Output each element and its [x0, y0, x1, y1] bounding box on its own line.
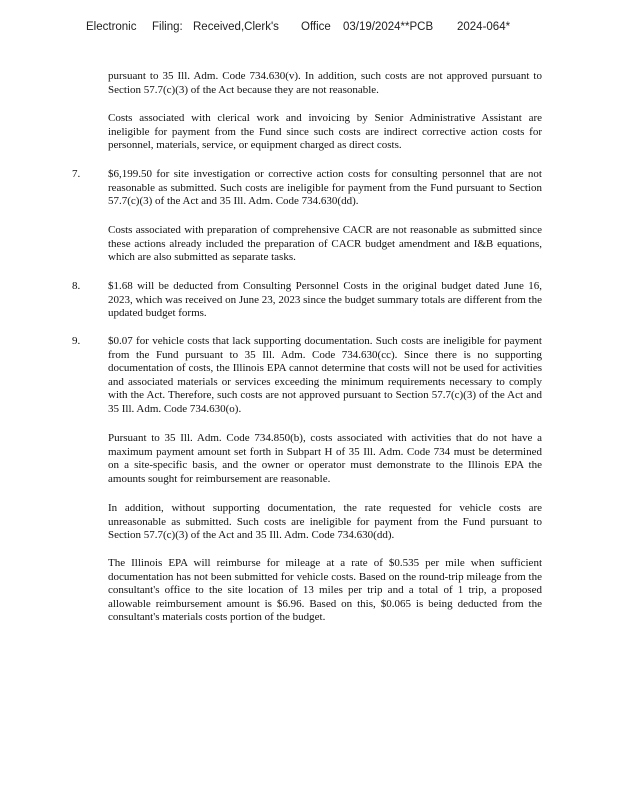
item-8-paragraph-1: $1.68 will be deducted from Consulting Personnel Costs in the original budget dated June 16, 2023, which was received on June 23, 2023 since the budget summary totals are different from the updated budget forms.: [108, 280, 542, 319]
header-filing: Filing:: [152, 21, 183, 33]
item-9-paragraph-1: $0.07 for vehicle costs that lack supporting documentation. Such costs are ineligible for payment from the Fund pursuant to 35 Ill. Adm. Code 734.630(cc). Since there is no supporting documentation of costs, the Illinois EPA cannot determine that costs will not be used for activities and associated materials or services exceeding the minimum requirements necessary to comply with the Act. Therefore, such costs are not approved pursuant to Section 57.7(c)(3) of the Act and 35 Ill. Adm. Code 734.630(o).: [108, 335, 542, 415]
item-9-paragraph-3: In addition, without supporting documentation, the rate requested for vehicle costs are unreasonable as submitted. Such costs are ineligible for payment from the Fund pursuant to Section 57.7(c)(3) of the Act and 35 Ill. Adm. Code 734.630(dd).: [108, 502, 542, 541]
header-case-number: 2024-064*: [457, 21, 511, 33]
item-7-paragraph-2: Costs associated with preparation of comprehensive CACR are not reasonable as submitted since these actions already included the preparation of CACR budget amendment and I&B equations, which are also submitted as separate tasks.: [108, 224, 542, 263]
header-date: 03/19/2024**PCB: [343, 21, 434, 33]
continued-paragraph-1: pursuant to 35 Ill. Adm. Code 734.630(v). In addition, such costs are not approved pursuant to Section 57.7(c)(3) of the Act because they are not reasonable.: [108, 70, 542, 96]
header-received-clerk: Received,Clerk's: [193, 21, 279, 33]
item-7-number: 7.: [72, 168, 81, 180]
item-9-paragraph-4: The Illinois EPA will reimburse for mileage at a rate of $0.535 per mile when sufficient documentation has not been submitted for vehicle costs. Based on the round-trip mileage from the consultant's office to the site location of 13 miles per trip and a total of 1 trip, a proposed allowable reimbursement amount is $6.96. Based on this, $0.065 is being deducted from the consultant's materials costs portion of the budget.: [108, 557, 542, 623]
continued-paragraph-2: Costs associated with clerical work and invoicing by Senior Administrative Assistant are ineligible for payment from the Fund since such costs are indirect corrective action costs for personnel, materials, service, or equipment charged as direct costs.: [108, 112, 542, 151]
item-7-paragraph-1: $6,199.50 for site investigation or corrective action costs for consulting personnel that are not reasonable as submitted. Such costs are ineligible for payment from the Fund pursuant to Section 57.7(c)(3) of the Act and 35 Ill. Adm. Code 734.630(dd).: [108, 168, 542, 207]
header-electronic: Electronic: [86, 21, 137, 33]
item-9-paragraph-2: Pursuant to 35 Ill. Adm. Code 734.850(b), costs associated with activities that do not have a maximum payment amount set forth in Subpart H of 35 Ill. Adm. Code 734 must be determined on a site-specific basis, and the owner or operator must demonstrate to the Illinois EPA the amounts sought for reimbursement are reasonable.: [108, 432, 542, 485]
item-8-number: 8.: [72, 280, 81, 292]
header-office: Office: [301, 21, 331, 33]
item-9-number: 9.: [72, 335, 81, 347]
